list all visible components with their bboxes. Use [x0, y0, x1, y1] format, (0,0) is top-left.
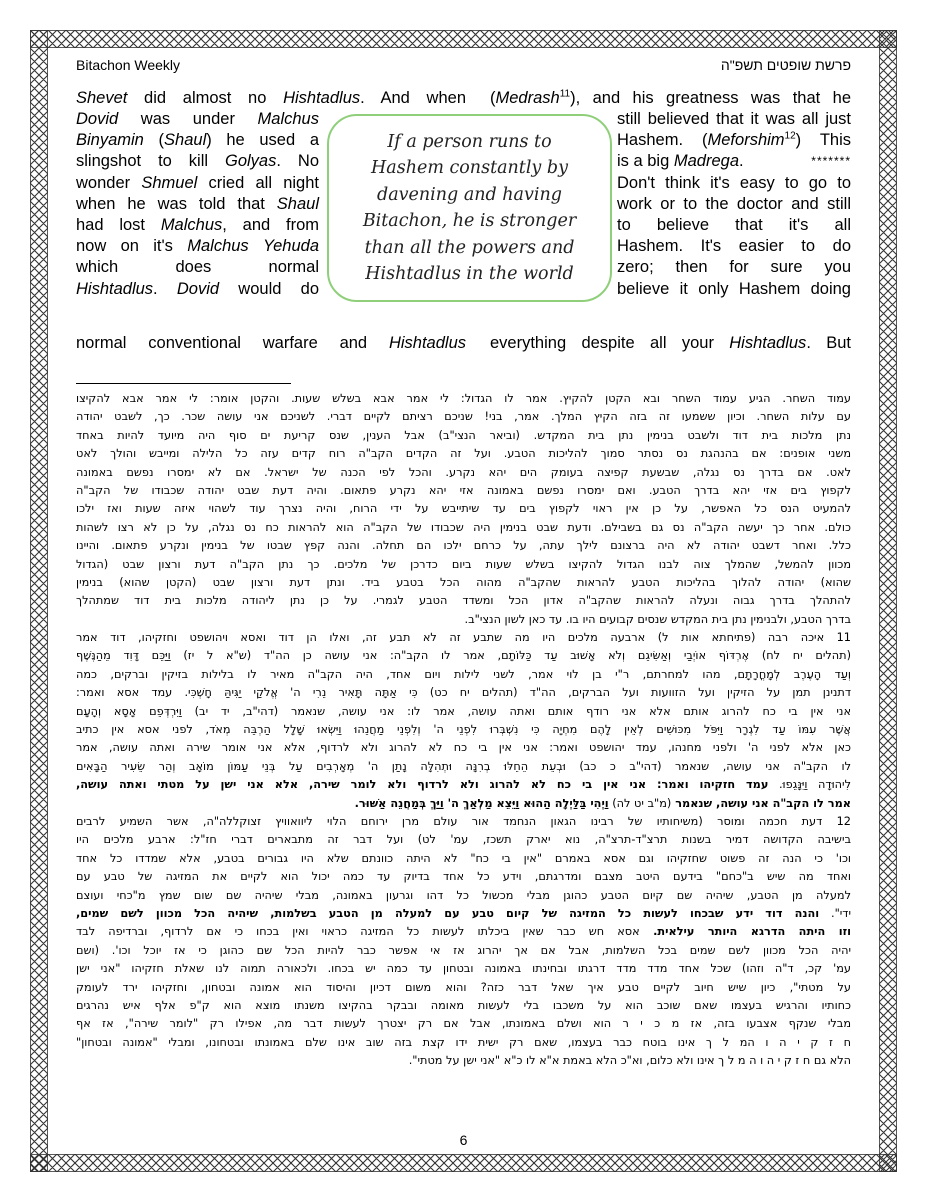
pull-quote-line: Hashem constantly by: [371, 158, 568, 178]
footnote-separator: [76, 383, 291, 384]
footnote-line: מכוון להמשל, שהמלך צוה לבנו הגדול להקיצו בשלש שעות ביום כדרכן של מלכים. כך נתן הקב"ה דעת ורצון שבט (הגדול: [76, 557, 851, 571]
footnote-bold-text: אמר לו הקב"ה אני עושה, שנאמר: [671, 796, 851, 810]
footnote-line: על מטתי", כיון שיש חיוב לקיים טבע איך שאל דבר כזה? והוא משום דכיון והיסוד הוא אמונה ובטחון, וחזקיהו ירד לעומק: [76, 980, 851, 994]
footnote-line: עם עלות השחר. וכיון ששמעו זה בזה הקיץ המלך. אמר, בני! שניכם רציתם לקיים דברי. לשניכם אני עושה שכר. כך, לשבט יהודה: [76, 410, 851, 424]
body-line: had lost Malchus, and from: [76, 215, 319, 234]
pull-quote-text: [363, 129, 576, 288]
footnote-line: כחותיו והרגיש בעצמו שאם שוכב הוא על משכבו בלי לעשות מאומה ובבקר בהקיצו משנתו מוצא הוא ק"פ אלף איש נהרגים: [76, 998, 851, 1012]
footnote-line: שהוא) יהודה להלוך בהליכות הטבע להראות שהקב"ה מהוה הכל בטבע ביד. ונתן דעת ורצון שבט (הקטן שהוא) בנימין: [76, 575, 851, 589]
body-line: which does normal: [76, 258, 319, 277]
pull-quote-line: If a person runs to: [387, 131, 552, 152]
page-number: 6: [459, 1132, 468, 1148]
footnote-line: להמעיט הנס כל האפשר, על כן אין ראוי לקפוץ בים עד שיתייבש על ידי הרוח, והיה נצרך עוד לשהוי איזה שעות ואז ילכו: [76, 502, 851, 516]
left-border: [30, 30, 48, 1172]
footnote-line: דתנינן תמן על הזיקין ועל הזוועות ועל הברקים, הה"ד (תהלים יח כט) כִּי אַתָּה תָּאִיר נֵרִי ה' אֱלֹקַי יַגִּיהַּ חָשְׁכִּי. עמד אסא ואמר:: [76, 686, 851, 700]
footnote-line: כלל. ואחר דשבט יהודה לא היה ברצונם לילך עתה, על כרחם ילכו הם תחלה. והנה קפץ שבטו של בנימין ונקרע פתאום. והיינו: [76, 539, 851, 553]
right-column-text: [617, 109, 851, 300]
footnote-line: יהיה הכל מכוון לשם שמים בכל השלמות, אבל אם אך יהרוג אז אי אפשר כבר להיות הכל שם כהוגן כי אז יוכל וכו'. (ושם: [76, 943, 851, 957]
footnote-line: אני אין בי כח להרוג אותם אלא אני רודף אותם ואתה עושה, אמר לו: אני עושה, שנאמר (דהי"ב, יד יב) וַיִּרְדְּפֵם אָסָא וְהָעָם: [76, 704, 851, 718]
body-line: Hishtadlus. Dovid would do: [76, 279, 319, 298]
section-separator: *******: [811, 154, 851, 169]
footnote-line: מבלי שנקף אצבעו בזה, אז מ כ י ר הוא ושלם באמונתו, אבל אם רק יצטרך לעשות דבר מה, אפילו רק "לומר שירה", אז אף: [76, 1017, 851, 1031]
footnote-bold-text: וזו היתה הדרגא היותר עילאית.: [639, 925, 851, 939]
body-line: Don't think it's easy to go to: [617, 173, 851, 192]
footnote-line: לקפוץ בים אזי יהא בדרך הטבע. ואם ימסרו נפשם באמונה אזי יהא נקרע פתאום. והיה דעת שבט יהודה שכבודו של הקב"ה: [76, 483, 851, 497]
body-line: now on it's Malchus Yehuda: [76, 237, 319, 256]
footnote-line: ואחד מה שיש ב"כחם" בידעם היטב מצבם ומדרגתם, וידע כל אחד בדיוק עד כמה יכול הוא לקיים את המזיגה של טבע עם: [76, 870, 851, 884]
footnote-line: 12 דעת חכמה ומוסר (משיחותיו של רבינו הגאון הנחמד אור עולם מרן ירוחם הלוי ליוואוויץ זצוקללה"ה, אשר השמיע לרבים: [76, 814, 851, 828]
footnote-text: לִיהוּדָה וַיִּנָּגֵפוּ.: [768, 778, 851, 792]
footnote-line: הלא גם ח ז ק י ה ו ה מ ל ך אינו ולא כלום, וא"כ הלא באמת א"א לו כ"א "אני ישן על מטתי".: [408, 1054, 851, 1068]
footnote-line: להתהלך בדרך גבוה ונעלה להראות שהקב"ה אדון הכל ומשדד הטבע לגמרי. על כן נתן ליהודה מלכות בית דוד שמתהלך: [76, 594, 851, 608]
footnote-line: [76, 795, 851, 813]
footnote-bold-text: וַיְהִי בַּלַּיְלָה הַהוּא וַיֵּצֵא מַלְאַךְ ה' וַיַּךְ בְּמַחֲנֵה אַשּׁוּר.: [354, 796, 609, 810]
footnote-line: וכו' כי הנה זה פשוט שחזקיהו וגם אסא באמרם "אין בי כח" לא היתה כוונתם שלא היו גבורים בטבע, אלא שמדדו כל אחד: [76, 851, 851, 865]
footnote-text: (מ"ב יט לה): [608, 796, 672, 810]
footnote-line: למעלה מן הטבע, שיהיה שם קיום הטבע כהוגן מבלי מכשול כל דהו וגרעון באמונה, מבלי שיהיה שם שום שמץ מ"כחי ועוצם: [76, 888, 851, 902]
footnote-bold-text: והנה דוד ידע שבכחו לעשות כל המזיגה של קיום טבע עם למעלה מן הטבע בשלמות, שיהיה הכל מכוון לשם שמים,: [76, 906, 820, 920]
right-column-top: [490, 88, 851, 109]
body-line: is a big Madrega. *******: [617, 151, 851, 172]
pull-quote-line: davening and having: [377, 184, 562, 205]
pull-quote-line: than all the powers and: [364, 237, 575, 258]
body-line: slingshot to kill Golyas. No: [76, 152, 319, 171]
pull-quote-line: Hishtadlus in the world: [365, 264, 574, 284]
body-line: normal conventional warfare and Hishtadlus: [76, 334, 466, 352]
footnote-line: וְעַד הָעֶרֶב לְמָחֳרָתָם, מהו למחרתם, ר"י בן לוי אמר, לשני לילות ויום אחד, היה הקב"ה מאיר לו בלילות בזיקין וברקים, כמה: [76, 667, 851, 681]
body-line: (Medrash$^{11}$), and his greatness was that he: [490, 88, 851, 107]
right-column-bottom: [490, 333, 851, 354]
body-line: Shevet did almost no Hishtadlus. And when: [76, 89, 466, 107]
pull-quote: [327, 114, 612, 302]
body-line: Binyamin (Shaul) he used a: [76, 131, 319, 150]
footnote-text: אסא חש כבר שאין ביכלתו לעשות כל המזיגה כראוי ואין בכחו כי אם לרדוף, וברדיפה לבד: [76, 925, 640, 939]
left-column-text: [76, 109, 319, 300]
footnotes: [76, 390, 851, 1070]
body-line: believe it only Hashem doing: [617, 279, 851, 298]
footnote-line: 11 איכה רבה (פתיחתא אות ל) ארבעה מלכים היו מה שתבע זה לא תבע זה, ואלו הן דוד ואסא ויהושפט וחזקיהו, דוד אמר: [76, 631, 851, 645]
body-line: Hashem. It's easier to do: [617, 237, 851, 256]
footnote-line: בדרך הטבע, ולבנימין נתן בית המקדש שנסים קבועים היו בו. עד כאן לשון הנצי"ב.: [464, 612, 851, 626]
body-line: Dovid was under Malchus: [76, 110, 319, 128]
footnote-line: אֲשֶׁר עִמּוֹ עַד לִגְרָר וַיִּפֹּל מִכּוּשִׁים לְאֵין לָהֶם מִחְיָה כִּי נִשְׁבְּרוּ לִפְנֵי ה' וְלִפְנֵי מַחֲנֵהוּ וַיִּשְׂאוּ שָׁלָל הַרְבֵּה מְאֹד, לפני אסא אין כתיב: [76, 723, 851, 737]
footnote-line: עמוד השחר. הגיע עמוד השחר ובא הקטן להקיץ. אמר לו הגדול: לי אמר אבא בשלש שעות. והקטן אומר: לי אמר אבא להקיצו: [76, 392, 851, 405]
footnote-line: לו הקב"ה אני עושה, שנאמר (דהי"ב כ כב) וּבְעֵת הֵחֵלּוּ בְרִנָּה וּתְהִלָּה נָתַן ה' מְאָרְבִים עַל בְּנֵי עַמּוֹן מוֹאָב וְהַר שֵׂעִיר הַבָּאִים: [76, 759, 851, 773]
footnote-line: בישיבה הקדושה דמיר בשנות תרצ"ד-תרצ"ה, נוא יארק תשכז, עמ' לט) ועל דבר זה מתבארים דברי חז"ל: ארבע מלכים היו: [76, 833, 851, 847]
body-line: everything despite all your Hishtadlus. But: [490, 334, 851, 352]
body-line: wonder Shmuel cried all night: [76, 173, 319, 192]
footnote-bold-text: עמד חזקיהו ואמר: אני אין בי כח לא להרוג ולא לרדוף ולא לומר שירה, אלא אני ישן על מטתי ואתה עושה,: [76, 778, 769, 792]
footnote-line: כאן אלא לפני ה' ולפני מחנהו, עמד יהושפט ואמר: אני אין בי כח לא להרוג ולא לרדוף, אלא אני אומר שירה ואתה עושה, אמר: [76, 741, 851, 755]
left-column-top: [76, 88, 466, 109]
footnote-line: כולם. אחר כך יעשה הקב"ה נס גם בשבילם. ודעת שבט בנימין היה שכבודו של הקב"ה הוא להראות כח נס נגלה, על כן לא רצו לשהות: [76, 520, 851, 534]
body-line: when he was told that Shaul: [76, 194, 319, 213]
footnote-text: ידי".: [819, 906, 851, 920]
body-line: to believe that it's all: [617, 215, 851, 234]
footnote-line: עמ' קכ, ד"ה וזהו) שכל אחד מדד מדד דרגתו ובחינתו באמונה ובטחון עד כמה יש בכחו. ולכאורה תמוה לנו שאלת חזקיהו "אני ישן: [76, 962, 851, 976]
left-column-bottom: [76, 333, 466, 354]
pull-quote-line: Bitachon, he is stronger: [362, 211, 577, 231]
body-line: zero; then for sure you: [617, 258, 851, 277]
bottom-border: [30, 1154, 897, 1172]
right-border: [879, 30, 897, 1172]
body-line: Hashem. (Meforshim$^{12}$) This: [617, 130, 852, 150]
footnote-line: נתן מלכות בית דוד ולשבט בנימין נתן בית המקדש. (וביאר הנצי"ב) אבל הענין, שנס קריעת ים סוף היה מיועד להיות באחד: [76, 428, 851, 442]
page-header: [76, 57, 851, 77]
footnote-line: (תהלים יח לח) אֶרְדּוֹף אוֹיְבַי וְאַשִּׂיגֵם וְלֹא אָשׁוּב עַד כַּלּוֹתָם, אמר לו הקב"ה: אני עושה כן הה"ד (ש"א ל יז) וַיַּכֵּם דָּוִד מֵהַנֶּשֶׁף: [76, 649, 851, 663]
top-border: [30, 30, 897, 48]
footnote-line: [76, 923, 851, 941]
footnote-line: לאט. אם בדרך נס נגלה, שבשעת קפיצה בעומק הים יהא נקרע. והכל לפי הכנה של ישראל. אם לא ימסרו נפשם באמונה: [76, 465, 851, 479]
publication-title: Bitachon Weekly: [76, 57, 181, 73]
body-line: work or to the doctor and still: [617, 194, 851, 213]
parsha-title: פרשת שופטים תשפ"ה: [720, 57, 851, 73]
footnote-line: [76, 776, 851, 794]
footnote-line: משני אופנים: אם בהנהגת נס נסתר סמוך להליכות הטבע. ועל זה הקדים הקב"ה רוח קדים עזה כל הלילה ומייבש והולך לאט: [76, 447, 851, 461]
footnote-line: ח ז ק י ה ו המ ל ך אינו בוטח כבר בעצמו, שאם רק ישית ידו קצת בזה שוב אינו שלם באמונתו ובטחונו, ומבלי "אמונה ובטחון": [76, 1035, 851, 1049]
body-line: still believed that it was all just: [617, 110, 851, 128]
footnote-line: [76, 905, 851, 923]
